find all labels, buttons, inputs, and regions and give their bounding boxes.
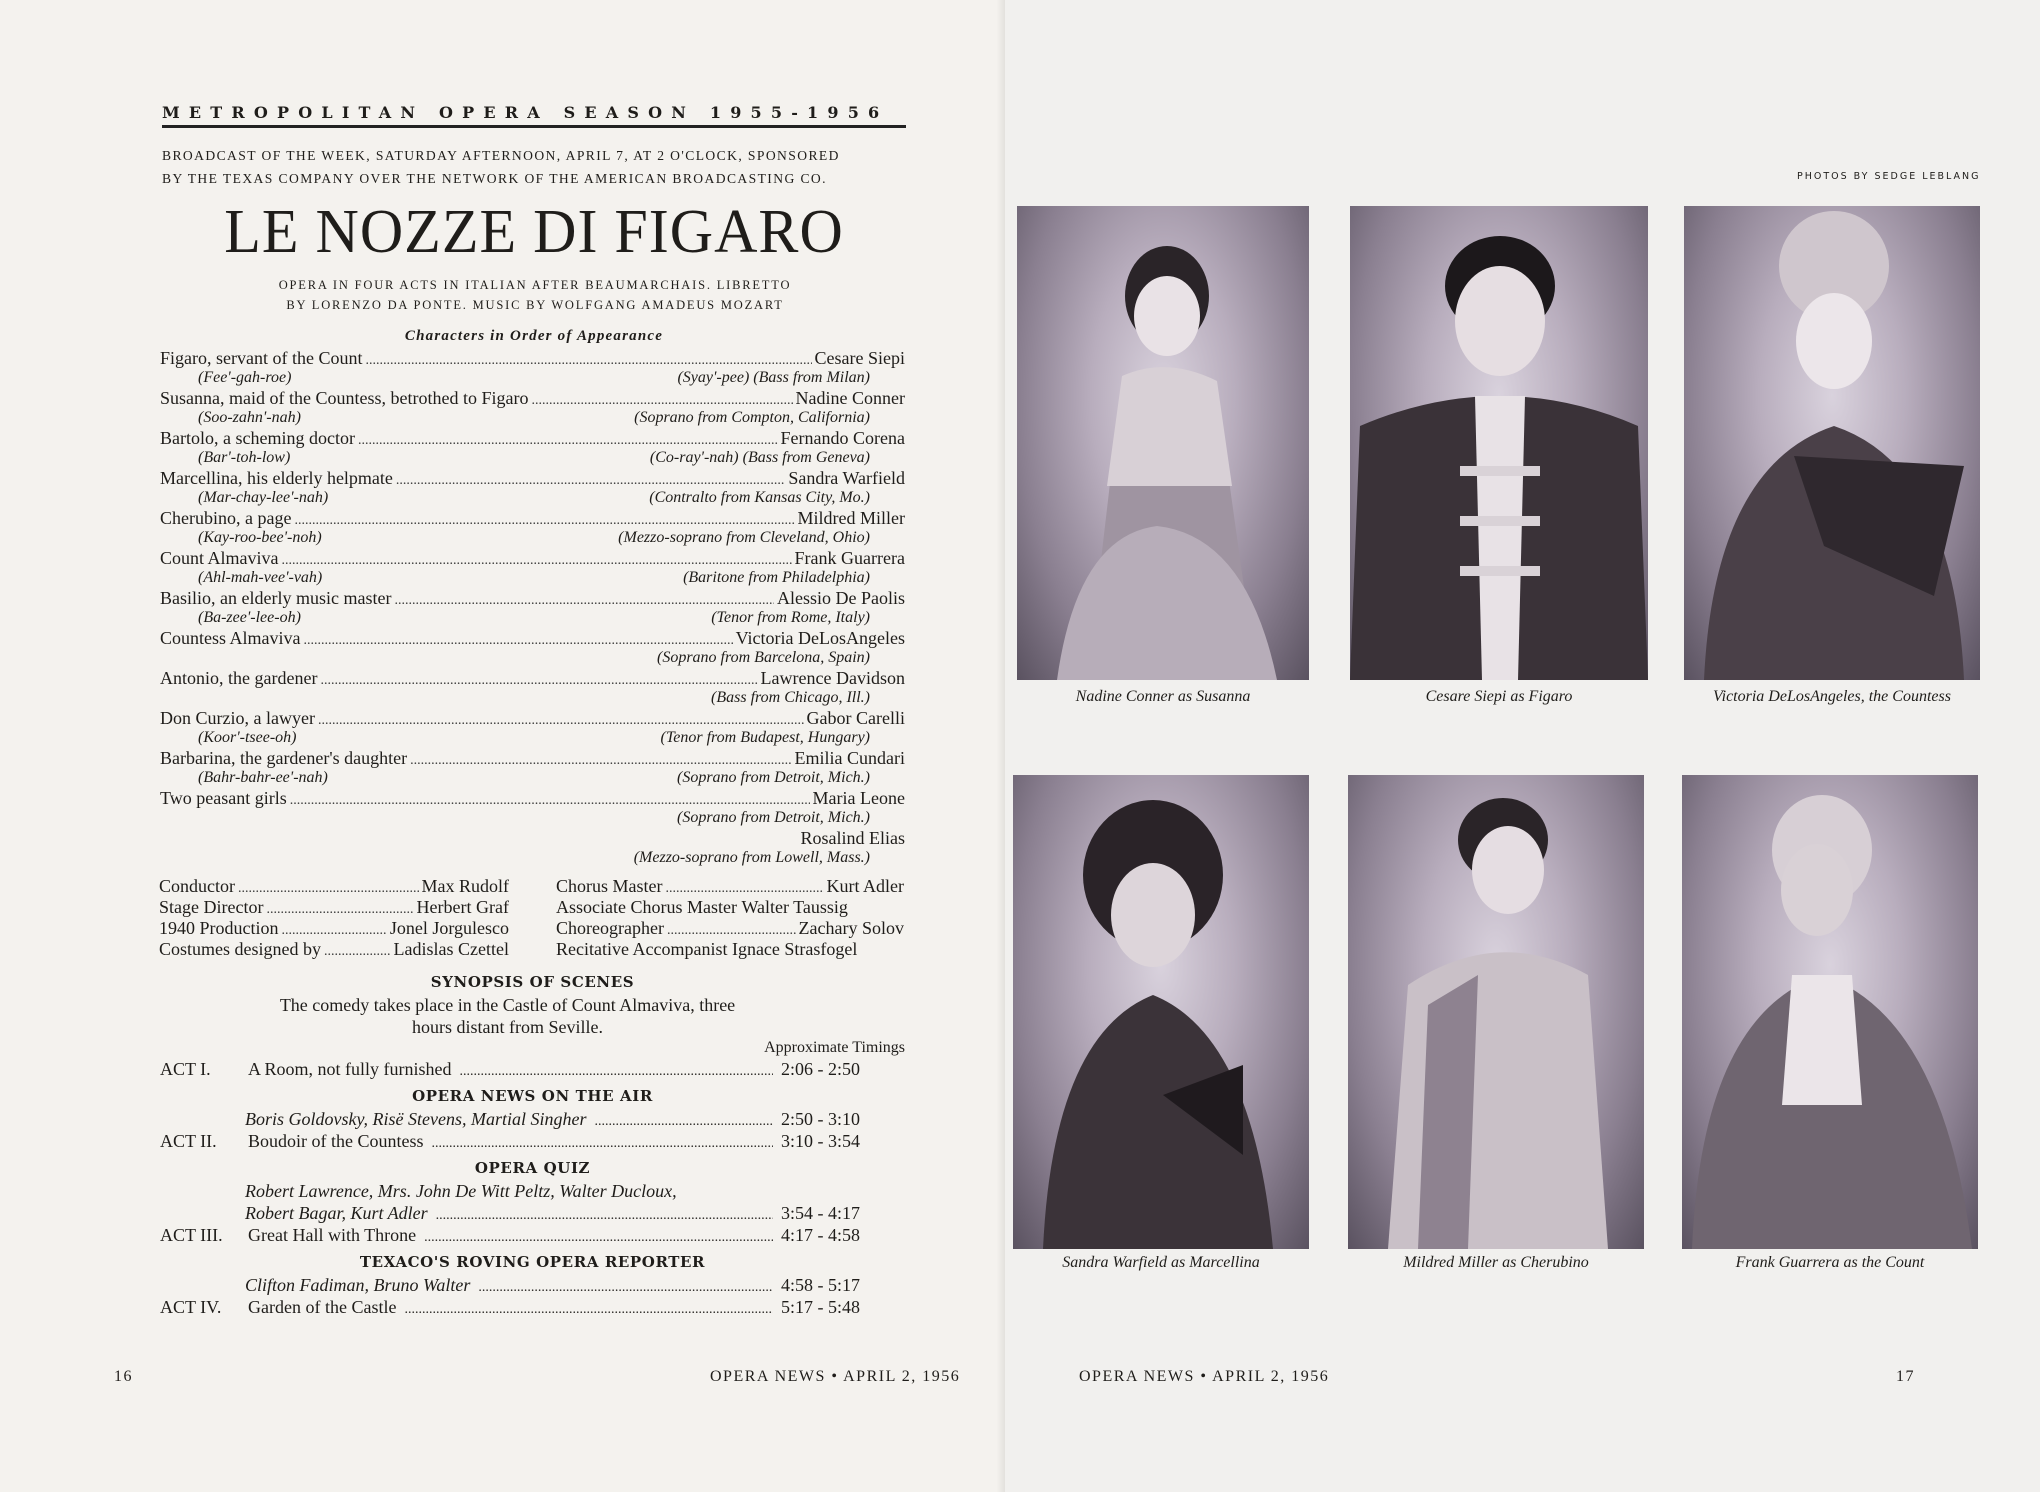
- staff-name: Max Rudolf: [421, 876, 509, 896]
- role-name: Don Curzio, a lawyer: [160, 708, 315, 728]
- cast-subline: [160, 448, 905, 468]
- act-number: ACT II.: [160, 1131, 217, 1151]
- broadcast-line-1: BROADCAST OF THE WEEK, SATURDAY AFTERNOON, APRIL 7, AT 2 O'CLOCK, SPONSORED: [162, 148, 840, 163]
- page-number-left: 16: [114, 1368, 133, 1385]
- pronunciation: (Kay-roo-bee'-noh): [198, 529, 322, 546]
- cast-row: [160, 428, 905, 448]
- act-time: 4:17 - 4:58: [781, 1225, 860, 1245]
- photo-count: [1682, 775, 1978, 1249]
- staff-role: Chorus Master: [556, 876, 663, 896]
- guest-time: 4:58 - 5:17: [781, 1275, 860, 1295]
- singer-name: Mildred Miller: [797, 508, 905, 528]
- guest-names: Robert Bagar, Kurt Adler: [245, 1203, 428, 1223]
- subtitle-line-2: BY LORENZO DA PONTE. MUSIC BY WOLFGANG AMADEUS MOZART: [286, 298, 784, 312]
- staff-row: [159, 939, 509, 960]
- dot-leader: [266, 899, 413, 920]
- singer-name: Rosalind Elias: [800, 828, 905, 848]
- staff-row: [159, 918, 509, 939]
- staff-name: Ignace Strasfogel: [731, 939, 858, 959]
- singer-note: (Tenor from Rome, Italy): [711, 609, 870, 626]
- caption-cherubino: Mildred Miller as Cherubino: [1403, 1254, 1589, 1271]
- news-heading: OPERA NEWS ON THE AIR: [412, 1087, 653, 1105]
- dot-leader: [594, 1111, 773, 1133]
- singer-note: (Contralto from Kansas City, Mo.): [649, 489, 870, 506]
- singer-name: Frank Guarrera: [794, 548, 905, 568]
- right-page: [1005, 0, 2040, 1492]
- act-row: [160, 1224, 905, 1246]
- photo-countess: [1684, 206, 1980, 680]
- dot-leader: [436, 1205, 773, 1227]
- role-name: Bartolo, a scheming doctor: [160, 428, 355, 448]
- dot-leader: [238, 878, 419, 899]
- staff-role: 1940 Production: [159, 918, 279, 938]
- singer-name: Fernando Corena: [780, 428, 905, 448]
- pronunciation: (Mar-chay-lee'-nah): [198, 489, 329, 506]
- pronunciation: (Fee'-gah-roe): [198, 369, 292, 386]
- singer-note: (Soprano from Detroit, Mich.): [676, 809, 870, 826]
- cast-row: [160, 548, 905, 568]
- portrait-figure: [1017, 206, 1309, 680]
- role-name: Marcellina, his elderly helpmate: [160, 468, 393, 488]
- cast-subline: [160, 608, 905, 628]
- dot-leader: [667, 920, 796, 941]
- act-scene: Great Hall with Throne: [248, 1225, 417, 1245]
- pronunciation: (Ba-zee'-lee-oh): [198, 609, 301, 626]
- role-name: Barbarina, the gardener's daughter: [160, 748, 408, 768]
- role-name: Countess Almaviva: [160, 628, 301, 648]
- singer-note: (Mezzo-soprano from Lowell, Mass.): [633, 849, 870, 866]
- singer-note: (Mezzo-soprano from Cleveland, Ohio): [618, 529, 870, 546]
- cast-row: [160, 388, 905, 408]
- guest-time: 3:54 - 4:17: [781, 1203, 860, 1223]
- cast-subline: [160, 408, 905, 428]
- pronunciation: (Bar'-toh-low): [198, 449, 291, 466]
- cast-subline: [160, 568, 905, 588]
- act-number: ACT IV.: [160, 1297, 222, 1317]
- pronunciation: (Bahr-bahr-ee'-nah): [198, 769, 328, 786]
- pronunciation: (Koor'-tsee-oh): [198, 729, 297, 746]
- staff-right-column: [556, 876, 904, 960]
- singer-note: (Bass from Chicago, Ill.): [711, 689, 870, 706]
- role-name: Two peasant girls: [160, 788, 287, 808]
- portrait-figure: [1013, 775, 1309, 1249]
- pronunciation: (Soo-zahn'-nah): [198, 409, 301, 426]
- caption-susanna: Nadine Conner as Susanna: [1075, 688, 1251, 705]
- caption-figaro: Cesare Siepi as Figaro: [1425, 688, 1573, 705]
- guest-row: [160, 1202, 905, 1224]
- dot-leader: [460, 1061, 774, 1083]
- dot-leader: [324, 941, 391, 962]
- guest-row: [160, 1108, 905, 1130]
- act-row: [160, 1296, 905, 1318]
- masthead: METROPOLITAN OPERA SEASON 1955-1956: [162, 103, 906, 128]
- singer-note: (Soprano from Barcelona, Spain): [656, 649, 870, 666]
- singer-note: (Tenor from Budapest, Hungary): [660, 729, 870, 746]
- left-page: [0, 0, 1005, 1492]
- folio-left: OPERA NEWS • APRIL 2, 1956: [710, 1368, 961, 1385]
- act-scene: A Room, not fully furnished: [248, 1059, 452, 1079]
- portrait-figure: [1682, 775, 1978, 1249]
- staff-row: [159, 897, 509, 918]
- cast-row: [160, 708, 905, 728]
- synopsis-text: The comedy takes place in the Castle of Count Almaviva, three hours distant from Seville.: [279, 995, 736, 1037]
- staff-row: [159, 876, 509, 897]
- staff-row: [556, 876, 904, 897]
- singer-note: (Soprano from Detroit, Mich.): [676, 769, 870, 786]
- guest-row: [160, 1274, 905, 1296]
- staff-role: Stage Director: [159, 897, 264, 917]
- cast-row: [160, 748, 905, 768]
- staff-name: Jonel Jorgulesco: [389, 918, 509, 938]
- singer-name: Emilia Cundari: [794, 748, 905, 768]
- role-name: Antonio, the gardener: [160, 668, 318, 688]
- act-number: ACT I.: [160, 1059, 211, 1079]
- dot-leader: [478, 1277, 773, 1299]
- staff-role: Recitative Accompanist: [556, 939, 728, 959]
- caption-marcellina: Sandra Warfield as Marcellina: [1062, 1254, 1260, 1271]
- staff-name: Walter Taussig: [741, 897, 848, 917]
- singer-name: Victoria DeLosAngeles: [735, 628, 905, 648]
- role-name: Figaro, servant of the Count: [160, 348, 363, 368]
- act-time: 5:17 - 5:48: [781, 1297, 860, 1317]
- opera-title: LE NOZZE DI FIGARO: [224, 196, 844, 266]
- cast-subline: [160, 848, 905, 868]
- guest-names: Clifton Fadiman, Bruno Walter: [245, 1275, 471, 1295]
- role-name: Basilio, an elderly music master: [160, 588, 392, 608]
- synopsis-heading: SYNOPSIS OF SCENES: [430, 973, 635, 991]
- staff-role: Conductor: [159, 876, 235, 896]
- photo-cherubino: [1348, 775, 1644, 1249]
- staff-name: Herbert Graf: [416, 897, 509, 917]
- act-number: ACT III.: [160, 1225, 223, 1245]
- photo-figaro: [1350, 206, 1648, 680]
- opera-subtitle: [240, 275, 830, 315]
- cast-row: [160, 788, 905, 808]
- cast-row: [160, 668, 905, 688]
- broadcast-notice: [162, 144, 906, 190]
- singer-name: Sandra Warfield: [788, 468, 905, 488]
- dot-leader: [424, 1227, 773, 1249]
- synopsis-section: [160, 970, 905, 1318]
- page-number-right: 17: [1896, 1368, 1915, 1385]
- guest-time: 2:50 - 3:10: [781, 1109, 860, 1129]
- cast-list: [160, 348, 905, 868]
- staff-name: Ladislas Czettel: [393, 939, 509, 959]
- dot-leader: [666, 878, 824, 899]
- guest-names: Boris Goldovsky, Risë Stevens, Martial Singher: [245, 1109, 587, 1129]
- singer-name: Alessio De Paolis: [777, 588, 905, 608]
- role-name: Susanna, maid of the Countess, betrothed to Figaro: [160, 388, 529, 408]
- dot-leader: [404, 1299, 773, 1321]
- cast-subline: [160, 368, 905, 388]
- act-scene: Garden of the Castle: [248, 1297, 397, 1317]
- dot-leader: [320, 671, 757, 691]
- cast-row-extra: [160, 828, 905, 848]
- staff-role: Costumes designed by: [159, 939, 321, 959]
- photo-marcellina: [1013, 775, 1309, 1249]
- dot-leader: [432, 1133, 774, 1155]
- portrait-figure: [1348, 775, 1644, 1249]
- cast-row: [160, 588, 905, 608]
- role-name: Cherubino, a page: [160, 508, 292, 528]
- singer-name: Gabor Carelli: [806, 708, 905, 728]
- role-name: Count Almaviva: [160, 548, 279, 568]
- portrait-figure: [1350, 206, 1648, 680]
- staff-role: Associate Chorus Master: [556, 897, 737, 917]
- singer-name: Maria Leone: [812, 788, 905, 808]
- staff-row: [556, 939, 904, 960]
- singer-note: (Co-ray'-nah) (Bass from Geneva): [649, 449, 870, 466]
- cast-subline: [160, 528, 905, 548]
- staff-name: Zachary Solov: [798, 918, 904, 938]
- reporter-heading: TEXACO'S ROVING OPERA REPORTER: [359, 1253, 706, 1271]
- cast-subline: [160, 488, 905, 508]
- cast-row: [160, 348, 905, 368]
- caption-count: Frank Guarrera as the Count: [1735, 1254, 1925, 1271]
- staff-left-column: [159, 876, 509, 960]
- broadcast-line-2: BY THE TEXAS COMPANY OVER THE NETWORK OF THE AMERICAN BROADCASTING CO.: [162, 171, 827, 186]
- subtitle-line-1: OPERA IN FOUR ACTS IN ITALIAN AFTER BEAUMARCHAIS. LIBRETTO: [278, 278, 792, 292]
- photo-credit: PHOTOS BY SEDGE LEBLANG: [1797, 171, 1981, 182]
- act-time: 3:10 - 3:54: [781, 1131, 860, 1151]
- singer-name: Nadine Conner: [795, 388, 905, 408]
- act-scene: Boudoir of the Countess: [248, 1131, 424, 1151]
- act-time: 2:06 - 2:50: [781, 1059, 860, 1079]
- act-row: [160, 1058, 905, 1080]
- timings-heading: Approximate Timings: [764, 1039, 905, 1056]
- pronunciation: (Ahl-mah-vee'-vah): [198, 569, 323, 586]
- dot-leader: [282, 920, 387, 941]
- characters-heading: Characters in Order of Appearance: [404, 328, 664, 344]
- cast-row: [160, 508, 905, 528]
- folio-right: OPERA NEWS • APRIL 2, 1956: [1079, 1368, 1330, 1385]
- staff-row: [556, 918, 904, 939]
- portrait-figure: [1684, 206, 1980, 680]
- staff-role: Choreographer: [556, 918, 664, 938]
- cast-row: [160, 628, 905, 648]
- singer-note: (Syay'-pee) (Bass from Milan): [677, 369, 870, 386]
- singer-name: Cesare Siepi: [814, 348, 905, 368]
- singer-note: (Soprano from Compton, California): [634, 409, 870, 426]
- staff-row: [556, 897, 904, 918]
- act-row: [160, 1130, 905, 1152]
- cast-row: [160, 468, 905, 488]
- cast-subline: [160, 728, 905, 748]
- caption-countess: Victoria DeLosAngeles, the Countess: [1713, 688, 1951, 705]
- cast-subline: [160, 808, 905, 828]
- singer-note: (Baritone from Philadelphia): [683, 569, 870, 586]
- guest-names: Robert Lawrence, Mrs. John De Witt Peltz, Walter Ducloux,: [245, 1181, 677, 1201]
- cast-subline: [160, 768, 905, 788]
- cast-subline: [160, 688, 905, 708]
- singer-name: Lawrence Davidson: [760, 668, 905, 688]
- cast-subline: [160, 648, 905, 668]
- staff-name: Kurt Adler: [826, 876, 904, 896]
- photo-susanna: [1017, 206, 1309, 680]
- quiz-heading: OPERA QUIZ: [474, 1159, 591, 1177]
